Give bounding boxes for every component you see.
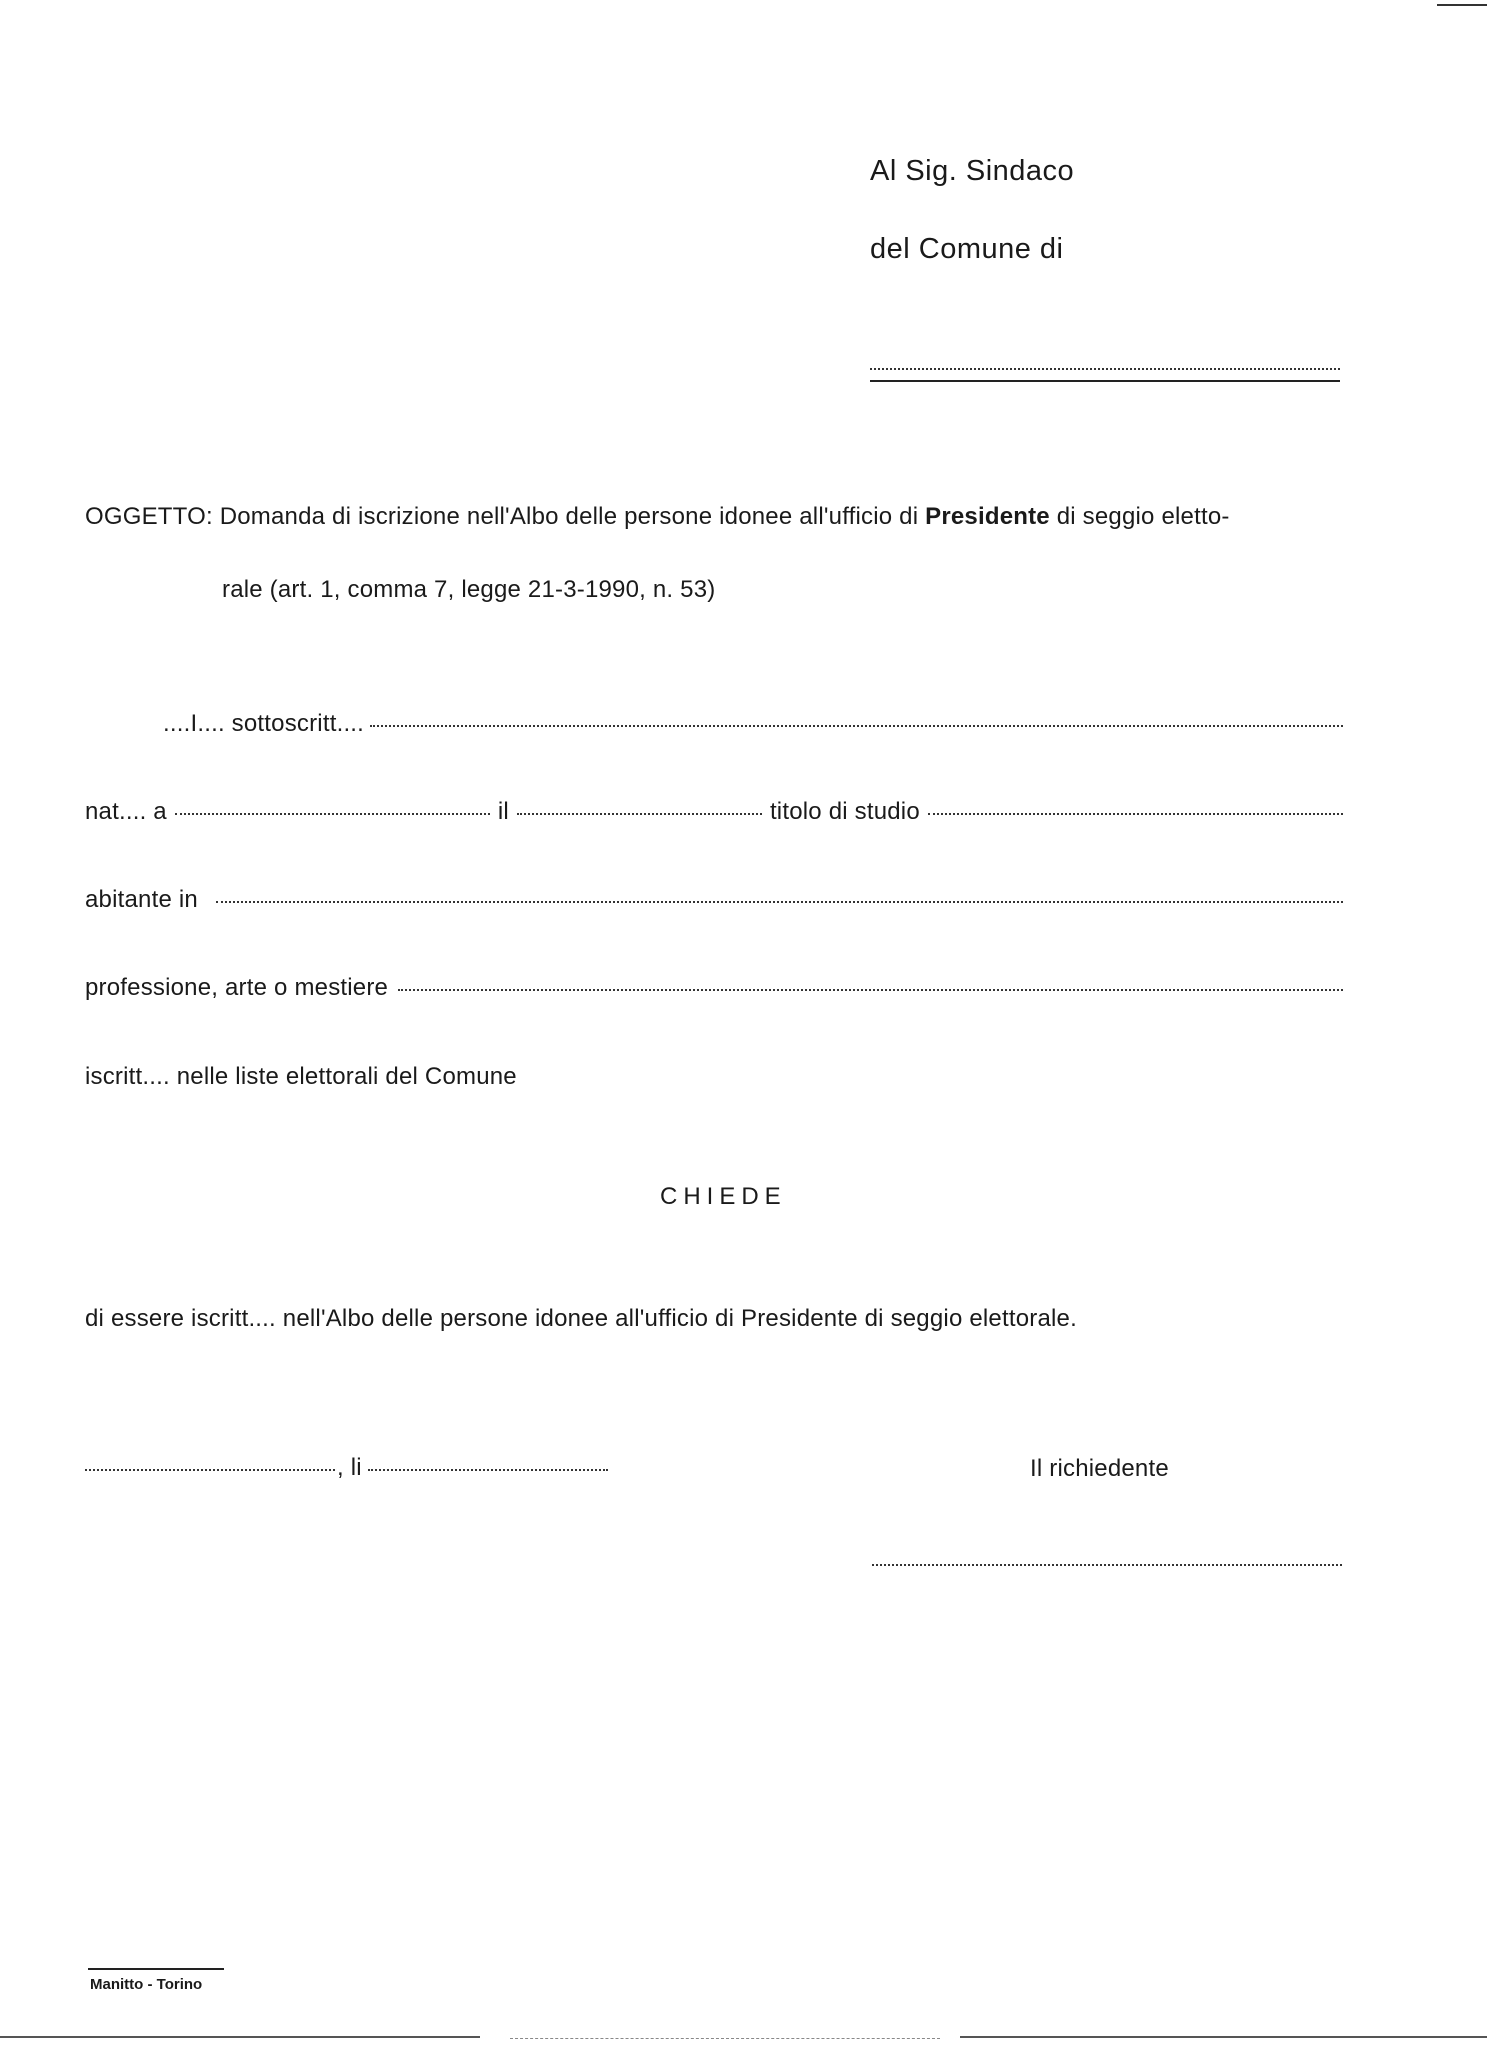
residence-row	[85, 886, 1343, 914]
subject-bold-word: Presidente	[925, 503, 1050, 530]
birth-row	[85, 798, 1343, 826]
place-date-row	[85, 1454, 608, 1482]
birthdate-field[interactable]	[517, 813, 762, 815]
profession-label: professione, arte o mestiere	[85, 974, 389, 1001]
municipality-field[interactable]	[870, 368, 1340, 370]
recipient-line-1: Al Sig. Sindaco	[870, 155, 1075, 187]
signature-field[interactable]	[872, 1564, 1342, 1566]
scan-edge-line-right	[960, 2036, 1487, 2038]
printer-rule	[88, 1968, 224, 1970]
date-field[interactable]	[368, 1469, 608, 1471]
scan-edge-line-left	[0, 2036, 480, 2038]
education-field[interactable]	[928, 813, 1343, 815]
scan-edge-line-mid	[510, 2038, 940, 2039]
signature-label: Il richiedente	[1030, 1455, 1169, 1482]
signer-name-field[interactable]	[370, 725, 1343, 727]
subject-text-before: Domanda di iscrizione nell'Albo delle persone idonee all'ufficio di	[219, 503, 919, 530]
subject-line-1	[85, 503, 1230, 531]
residence-field[interactable]	[216, 901, 1343, 903]
place-date-separator: , li	[337, 1454, 362, 1481]
request-heading: CHIEDE	[660, 1183, 787, 1210]
registered-label: iscritt.... nelle liste elettorali del Comune	[85, 1063, 517, 1090]
scan-edge-mark-top	[1437, 4, 1487, 6]
residence-label: abitante in	[85, 886, 198, 913]
place-field[interactable]	[85, 1469, 335, 1471]
municipality-underline	[870, 380, 1340, 382]
profession-row	[85, 974, 1343, 1002]
subject-label: OGGETTO:	[85, 503, 213, 530]
recipient-line-2: del Comune di	[870, 233, 1064, 265]
subject-text-after: di seggio eletto-	[1056, 503, 1230, 530]
printer-mark: Manitto - Torino	[90, 1976, 203, 1993]
born-label: nat.... a	[85, 798, 167, 825]
education-label: titolo di studio	[769, 798, 920, 825]
signer-row	[163, 710, 1343, 738]
date-label: il	[497, 798, 509, 825]
request-text: di essere iscritt.... nell'Albo delle persone idonee all'ufficio di Presidente di seggio elettorale.	[85, 1305, 1077, 1332]
subject-line-2: rale (art. 1, comma 7, legge 21-3-1990, n. 53)	[222, 576, 716, 603]
signer-label: ....I.... sottoscritt....	[163, 710, 365, 737]
birthplace-field[interactable]	[175, 813, 490, 815]
profession-field[interactable]	[398, 989, 1343, 991]
